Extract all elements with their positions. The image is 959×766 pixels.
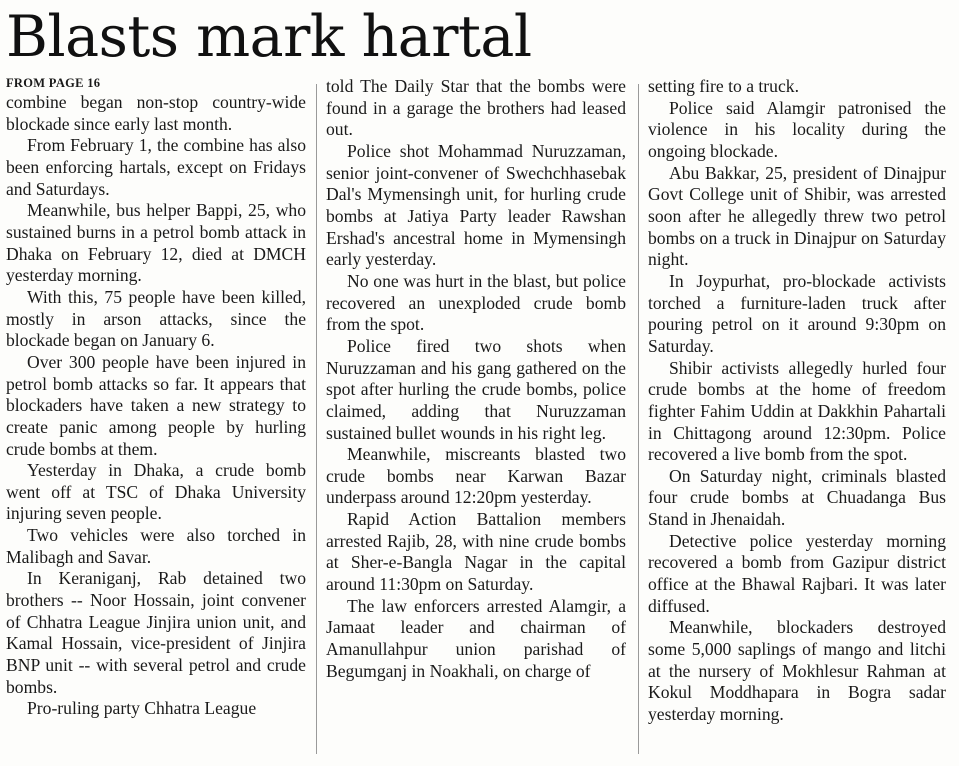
- paragraph: Pro-ruling party Chhatra League: [27, 698, 257, 719]
- paragraph: Police shot Mohammad Nuruzzaman, senior joint-convener of Swechchhasebak Dal's Mymensingh unit, for hurling crude bombs at Jatiya Party leader Rawshan Ershad's ancestral home in Mymensingh early yesterday.: [326, 140, 626, 270]
- paragraph: Meanwhile, miscreants blasted two crude bombs near Karwan Bazar underpass around 12:20pm yesterday.: [326, 444, 626, 508]
- paragraph: From February 1, the combine has also been enforcing hartals, except on Fridays and Saturdays.: [6, 135, 306, 199]
- paragraph: Police fired two shots when Nuruzzaman and his gang gathered on the spot after hurling the crude bombs, police claimed, adding that Nuruzzaman sustained bullet wounds in his right leg.: [326, 335, 626, 443]
- paragraph: In Keraniganj, Rab detained two brothers -- Noor Hossain, joint convener of Chhatra League Jinjira union unit, and Kamal Hossain, vice-president of Jinjira BNP unit -- with several petrol and crude bombs.: [6, 568, 306, 697]
- column-rule: [316, 84, 317, 754]
- paragraph: Meanwhile, blockaders destroyed some 5,000 saplings of mango and litchi at the nursery of Mokhlesur Rahman at Kokul Moddhapara in Bogra sadar yesterday morning.: [648, 617, 946, 725]
- paragraph: told The Daily Star that the bombs were found in a garage the brothers had leased out.: [326, 76, 626, 140]
- paragraph: Shibir activists allegedly hurled four crude bombs at the home of freedom fighter Fahim Uddin at Dakkhin Pahartali in Chittagong around 12:30pm. Police recovered a live bomb from the spot.: [648, 357, 946, 465]
- paragraph: Meanwhile, bus helper Bappi, 25, who sustained burns in a petrol bomb attack in Dhaka on February 12, died at DMCH yesterday morning.: [6, 200, 306, 286]
- paragraph: In Joypurhat, pro-blockade activists torched a furniture-laden truck after pouring petrol on it around 9:30pm on Saturday.: [648, 270, 946, 356]
- paragraph: With this, 75 people have been killed, mostly in arson attacks, since the blockade began on January 6.: [6, 286, 306, 351]
- paragraph: No one was hurt in the blast, but police recovered an unexploded crude bomb from the spot.: [326, 270, 626, 335]
- article-column-2: [326, 76, 626, 682]
- paragraph: Police said Alamgir patronised the violence in his locality during the ongoing blockade.: [648, 97, 946, 161]
- paragraph: combine began non-stop country-wide blockade since early last month.: [6, 92, 306, 134]
- paragraph: Two vehicles were also torched in Malibagh and Savar.: [6, 525, 306, 567]
- paragraph: Detective police yesterday morning recovered a bomb from Gazipur district office at the Bhawal Rajbari. It was later diffused.: [648, 530, 946, 616]
- headline: Blasts mark hartal: [6, 4, 532, 70]
- paragraph: The law enforcers arrested Alamgir, a Jamaat leader and chairman of Amanullahpur union parishad of Begumganj in Noakhali, on charge of: [326, 595, 626, 681]
- jump-line: FROM PAGE 16: [6, 76, 101, 90]
- paragraph: Yesterday in Dhaka, a crude bomb went off at TSC of Dhaka University injuring seven people.: [6, 460, 306, 524]
- paragraph: On Saturday night, criminals blasted four crude bombs at Chuadanga Bus Stand in Jhenaidah.: [648, 465, 946, 530]
- paragraph: Over 300 people have been injured in petrol bomb attacks so far. It appears that blockaders have taken a new strategy to create panic among people by hurling crude bombs at them.: [6, 351, 306, 459]
- paragraph: Rapid Action Battalion members arrested Rajib, 28, with nine crude bombs at Sher-e-Bangla Nagar in the capital around 11:30pm on Saturday.: [326, 509, 626, 595]
- paragraph: Abu Bakkar, 25, president of Dinajpur Govt College unit of Shibir, was arrested soon after he allegedly threw two petrol bombs on a truck in Dinajpur on Saturday night.: [648, 162, 946, 270]
- article-column-3: [648, 76, 946, 726]
- column-rule: [638, 84, 639, 754]
- article-column-1: [6, 76, 306, 720]
- paragraph: setting fire to a truck.: [648, 76, 799, 96]
